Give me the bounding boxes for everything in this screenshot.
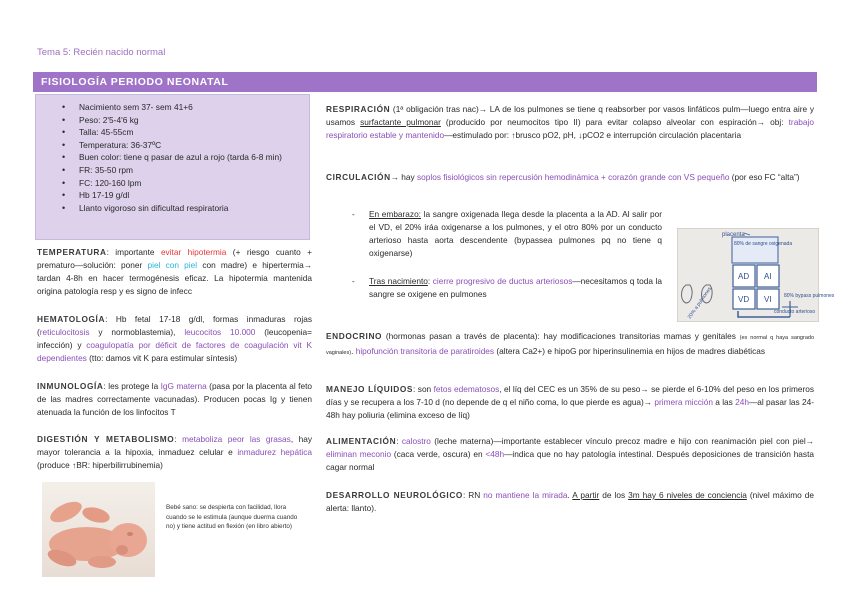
text: —estimulado por: ↑brusco pO2, pH, ↓pCO2 e interrupción circulación placentaria	[444, 130, 742, 140]
alimentacion-paragraph	[326, 435, 814, 474]
text: (tto: damos vit K para estimular síntesis)	[86, 353, 238, 363]
highlight: soplos fisiológicos sin repercusión hemodinámica + corazón grande con VS pequeño	[416, 172, 730, 182]
text: : importante	[106, 247, 161, 257]
text: .	[351, 346, 356, 356]
diagram-label-ai: AI	[764, 272, 772, 281]
text: , hay mayor tolerancia a la hipoxia, inmaduez celular e	[37, 434, 313, 457]
dash-bullet: -	[352, 210, 355, 219]
diagram-label-ad: AD	[738, 272, 750, 281]
text: (hormonas pasan a través de placenta): hay modificaciones transitorias mamas y genitales	[382, 331, 740, 341]
diagram-label-vi: VI	[764, 295, 772, 304]
fetal-circulation-diagram	[677, 228, 835, 322]
photo-caption: Bebé sano: se despierta con facilidad, llora cuando se le estimula (aunque duerma cuando no) y tiene actitud en flexión (en libro abierto)	[166, 504, 298, 531]
list-item: • Peso: 2'5-4'6 kg	[36, 114, 309, 127]
underlined-text: surfactante pulmonar	[360, 117, 441, 127]
text: de los	[599, 490, 629, 500]
list-item: • Talla: 45-55cm	[36, 126, 309, 139]
neurologico-heading: DESARROLLO NEUROLÓGICO	[326, 490, 463, 500]
list-item: • FC: 120-160 lpm	[36, 177, 309, 190]
text: (pasa por la placenta al feto de las madres correctamente vacunadas). Producen pocas Ig y tienen atenuada la función de los linfocitos T	[37, 381, 312, 417]
text: (produce ↑BR: hiperbilirrubinemia)	[37, 460, 163, 470]
highlight: primera micción	[654, 397, 713, 407]
text: .	[567, 490, 573, 500]
highlight: no mantiene la mirada	[483, 490, 568, 500]
highlight: fetos edematosos	[433, 384, 500, 394]
newborn-photo	[42, 482, 155, 577]
highlight: reticulocitosis	[39, 327, 90, 337]
text: :	[396, 436, 402, 446]
text: —indica que no hay patología intestinal. Después deposiciones de transición hasta cagar normal	[326, 449, 814, 472]
highlight: coagulopatía por déficit de factores de coagulación vit K dependientes	[37, 340, 312, 363]
hematologia-paragraph	[37, 313, 312, 365]
text: con madre) e hipertermia→ tardan 4-8h en hacer termogénesis eficaz. La hipotermia mantenida origina patología resp y es signo de infecc	[37, 260, 312, 296]
highlight: eliminan meconio	[326, 449, 392, 459]
highlight: leucocitos 10.000	[184, 327, 256, 337]
vitals-box	[35, 94, 310, 240]
underlined-text: En embarazo:	[369, 209, 421, 219]
digestion-paragraph	[37, 433, 312, 472]
inmunologia-paragraph	[37, 380, 312, 419]
underlined-text: A partir	[572, 490, 600, 500]
text: :	[174, 434, 183, 444]
highlight: trabajo respiratorio estable y mantenido	[326, 117, 814, 140]
text: (+ riesgo cuanto + prematuro—solución: poner	[37, 247, 313, 270]
inmunologia-heading: INMUNOLOGÍA	[37, 381, 104, 391]
vitals-list	[36, 95, 309, 214]
temperatura-heading: TEMPERATURA	[37, 247, 107, 257]
list-item: • Buen color: tiene q pasar de azul a rojo (tarda 6-8 min)	[36, 151, 309, 164]
diagram-label-placenta: placenta	[722, 232, 745, 238]
highlight: hipofunción transitoria de paratiroides	[355, 346, 495, 356]
topic-title: Tema 5: Recién nacido normal	[37, 47, 166, 58]
circulacion-item-nacimiento	[369, 275, 662, 301]
diagram-label-vd: VD	[738, 295, 750, 304]
highlight: <48h	[485, 449, 505, 459]
liquidos-paragraph	[326, 383, 814, 422]
diagram-label-bypass: 80% bypass pulmones	[784, 293, 835, 299]
endocrino-paragraph	[326, 330, 814, 360]
text: → hay	[390, 172, 417, 182]
small-note: (es normal q haya sangrado vaginales)	[326, 335, 815, 356]
text: : son	[413, 384, 434, 394]
text: (altera Ca2+) e hipoG por hiperinsulinemia en hijos de madres diabéticas	[494, 346, 766, 356]
text: y normoblastemia),	[89, 327, 185, 337]
endocrino-heading: ENDOCRINO	[326, 331, 383, 341]
underlined-text: 3m hay 6 niveles de conciencia	[628, 490, 747, 500]
list-item: • Nacimiento sem 37- sem 41+6	[36, 101, 309, 114]
section-title: FISIOLOGÍA PERIODO NEONATAL	[41, 76, 229, 88]
alimentacion-heading: ALIMENTACIÓN	[326, 436, 397, 446]
highlight: cierre progresivo de ductus arteriosos	[432, 276, 573, 286]
highlight: IgG materna	[160, 381, 207, 391]
highlight: inmadurez hepática	[237, 447, 312, 457]
newborn-illustration	[42, 482, 155, 577]
respiracion-paragraph	[326, 103, 814, 142]
text: a las	[712, 397, 736, 407]
section-header-bar	[33, 72, 817, 92]
text: (caca verde, oscura) en	[391, 449, 486, 459]
text: (por eso FC “alta”)	[729, 172, 800, 182]
temperatura-paragraph	[37, 246, 312, 298]
highlight: evitar hipotermia	[160, 247, 227, 257]
highlight: 24h	[735, 397, 749, 407]
highlight: metaboliza peor las grasas	[182, 434, 291, 444]
digestion-heading: DIGESTIÓN Y METABOLISMO	[37, 434, 175, 444]
text: la sangre oxigenada llega desde la placenta a la AD. Al salir por el VD, el 20% iráa oxigenarse a los pulmones, y el otro 80% por un conducto arterioso hasta aorta descendente (bypassea pulmones pq no tiene q oxigenarse)	[369, 209, 662, 258]
text: —al pasar las 24-48h hay poliuria (elimina exceso de líq)	[326, 397, 814, 420]
highlight: piel con piel	[147, 260, 198, 270]
text: : Hb fetal 17-18 g/dl, formas inmaduras rojas (	[37, 314, 312, 337]
text: (leche materna)—importante establecer vínculo precoz madre e hijo con reanimación piel con piel→	[430, 436, 814, 446]
neurologico-paragraph	[326, 489, 814, 515]
hematologia-heading: HEMATOLOGÍA	[37, 314, 106, 324]
list-item: • FR: 35-50 rpm	[36, 164, 309, 177]
respiracion-heading: RESPIRACIÓN	[326, 104, 391, 114]
heart-sketch	[678, 229, 835, 321]
text: :	[427, 276, 433, 286]
text: (leucopenia= infección) y	[37, 327, 312, 350]
text: : les protege la	[103, 381, 161, 391]
underlined-text: Tras nacimiento	[369, 276, 428, 286]
list-item: • Hb 17-19 g/dl	[36, 189, 309, 202]
list-item: • Llanto vigoroso sin dificultad respiratoria	[36, 202, 309, 215]
liquidos-heading: MANEJO LÍQUIDOS	[326, 384, 414, 394]
text: (producido por neumocitos tipo II) para evitar colapso alveolar con espiración→ obj:	[440, 117, 789, 127]
highlight: calostro	[401, 436, 431, 446]
diagram-label-80: 80% de sangre oxigenada	[734, 241, 793, 247]
diagram-label-conducto: conducto arterioso	[774, 309, 816, 315]
dash-bullet: -	[352, 277, 355, 286]
text: (nivel máximo de alerta: llanto).	[326, 490, 814, 513]
list-item: • Temperatura: 36-37ºC	[36, 139, 309, 152]
text: : RN	[462, 490, 484, 500]
circulacion-item-embarazo	[369, 208, 662, 260]
circulacion-heading: CIRCULACIÓN	[326, 172, 391, 182]
circulacion-paragraph	[326, 171, 814, 184]
text: (1ª obligación tras nac)→ LA de los pulmones se tiene q reabsorber por vasos linfáticos pulm—luego entra aire y usamos	[326, 104, 814, 127]
text: —necesitamos q toda la sangre se oxigene en pulmones	[369, 276, 662, 299]
text: , el líq del CEC es un 35% de su peso→ se pierde el 6-10% del peso en los primeros días y se recupera a los 7-10 d (no depende de q el niño coma, lo que pierde es agua)→	[326, 384, 815, 407]
diagram-label-20: 20% a pulmones	[686, 286, 714, 321]
